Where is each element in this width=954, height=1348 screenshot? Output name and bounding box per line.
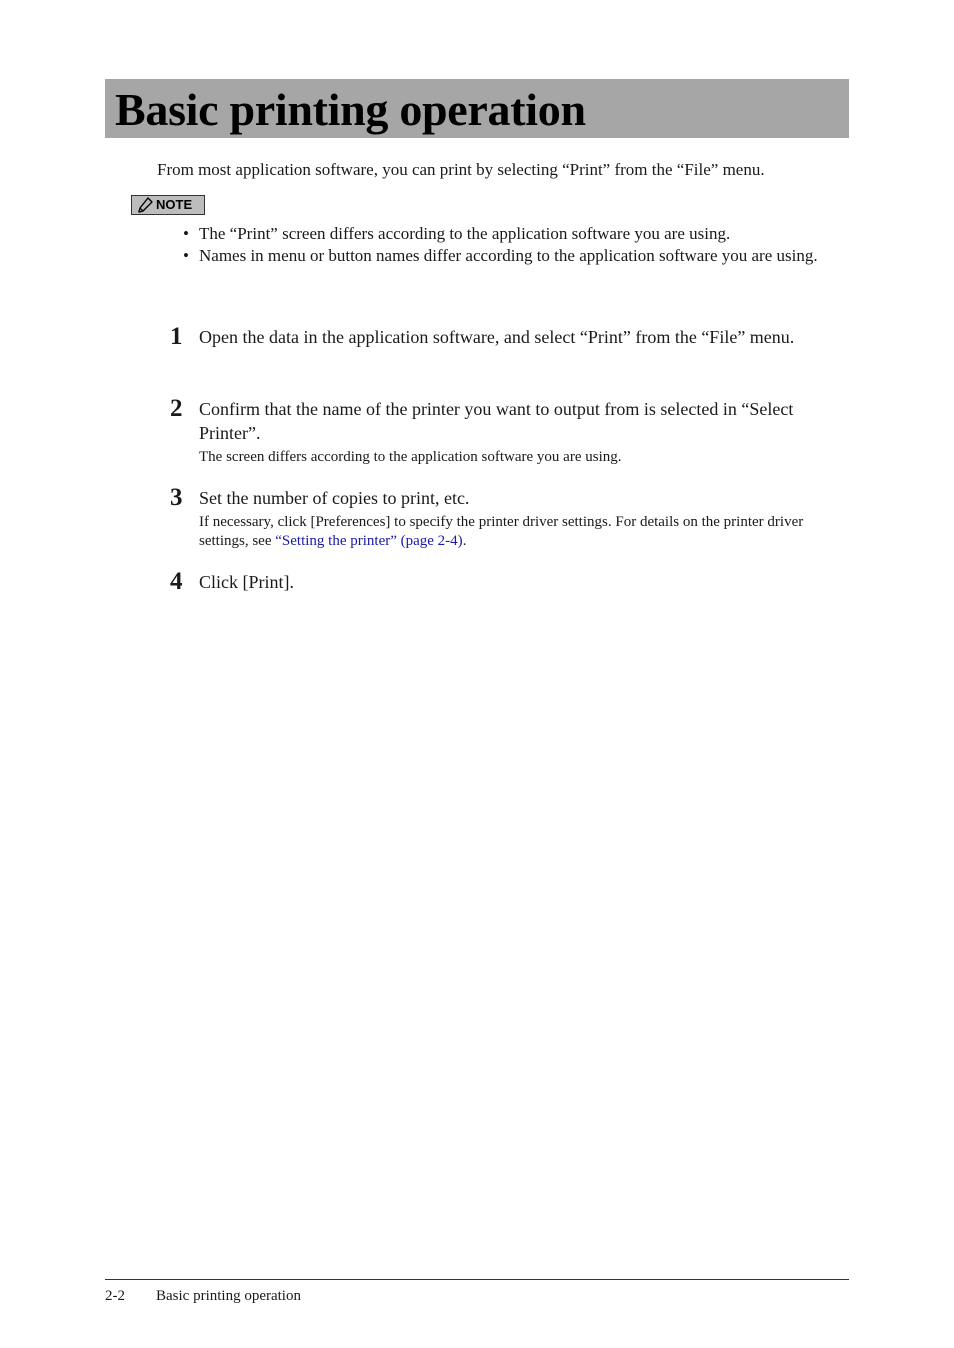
step-2 bbox=[170, 397, 850, 467]
step-number: 1 bbox=[170, 323, 183, 350]
step-text: Set the number of copies to print, etc. bbox=[199, 488, 470, 508]
step-text: Click [Print]. bbox=[199, 572, 294, 592]
note-text: Names in menu or button names differ according to the application software you are using. bbox=[199, 246, 818, 265]
footer-divider bbox=[105, 1279, 849, 1280]
note-list bbox=[183, 223, 851, 267]
step-detail: The screen differs according to the application software you are using. bbox=[199, 449, 622, 465]
footer-page-number: 2-2 bbox=[105, 1288, 125, 1304]
step-detail-end: . bbox=[462, 533, 467, 549]
step-3 bbox=[170, 486, 850, 551]
step-number: 2 bbox=[170, 395, 183, 422]
pencil-icon bbox=[137, 197, 153, 213]
step-text: Open the data in the application software, and select “Print” from the “File” menu. bbox=[199, 327, 795, 347]
step-4 bbox=[170, 570, 850, 594]
cross-reference-link[interactable]: “Setting the printer” (page 2-4) bbox=[275, 533, 463, 549]
bullet: • bbox=[183, 246, 189, 265]
note-item bbox=[183, 245, 851, 267]
step-text: Confirm that the name of the printer you want to output from is selected in “Select Printer”. bbox=[199, 399, 794, 443]
page-title: Basic printing operation bbox=[115, 84, 586, 135]
step-number: 4 bbox=[170, 568, 183, 595]
step-number: 3 bbox=[170, 484, 183, 511]
bullet: • bbox=[183, 224, 189, 243]
note-badge bbox=[131, 195, 205, 215]
footer-section-title: Basic printing operation bbox=[156, 1288, 301, 1304]
step-1 bbox=[170, 325, 850, 349]
note-item bbox=[183, 223, 851, 245]
note-text: The “Print” screen differs according to the application software you are using. bbox=[199, 224, 731, 243]
step-detail bbox=[199, 513, 809, 551]
title-bar bbox=[105, 79, 849, 138]
step-detail-text: If necessary, click [Preferences] to specify the printer driver settings. For details on the printer driver settings, see bbox=[199, 514, 804, 549]
note-label: NOTE bbox=[156, 197, 193, 212]
intro-paragraph: From most application software, you can print by selecting “Print” from the “File” menu. bbox=[157, 160, 765, 179]
